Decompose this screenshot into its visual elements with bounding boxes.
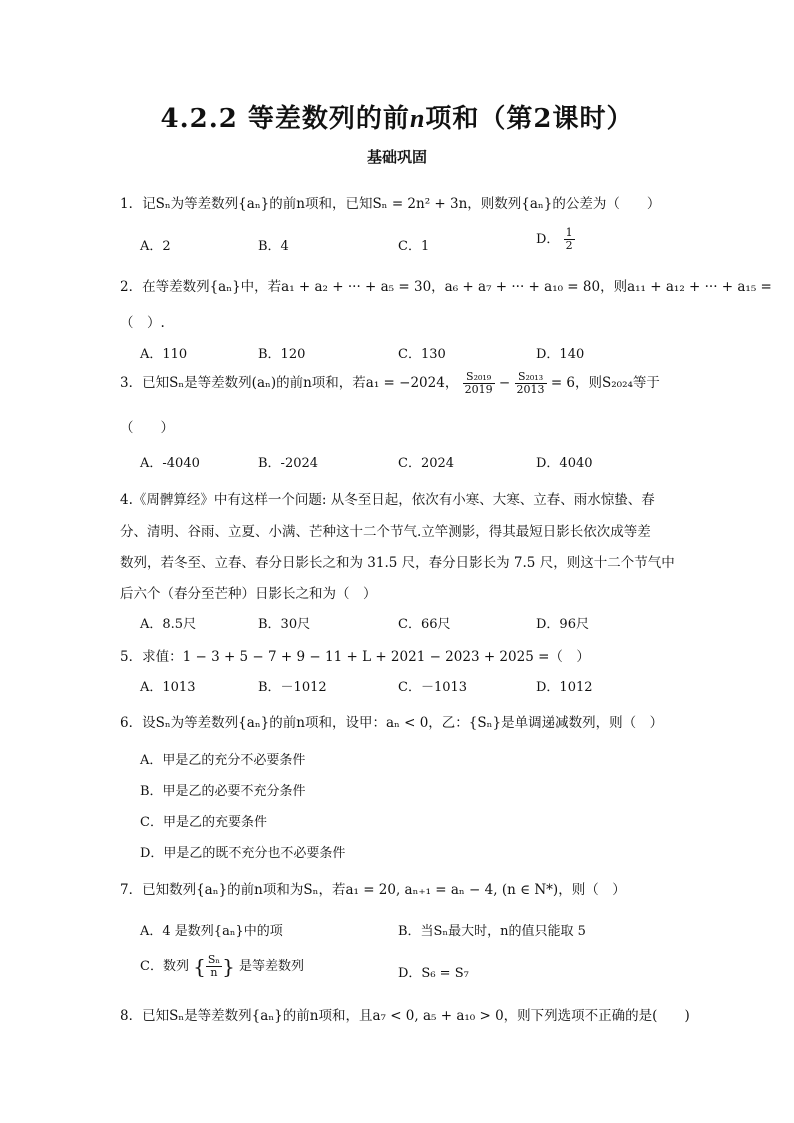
- question-4-line-3: 数列，若冬至、立春、春分日影长之和为 31.5 尺，春分日影长为 7.5 尺，则这十二个节气中: [120, 555, 675, 571]
- page-title: 4.2.2 等差数列的前n项和（第2课时）: [160, 104, 634, 134]
- question-1-option-d: D． $\frac{1}{2}$: [536, 226, 573, 253]
- question-4-line-1: 4.《周髀算经》中有这样一个问题: 从冬至日起，依次有小寒、大寒、立春、雨水惊蛰、春: [120, 492, 655, 508]
- question-7-option-a: A．4 是数列{aₙ}中的项: [140, 924, 283, 939]
- question-6-stem: 6．设Sₙ为等差数列{aₙ}的前n项和，设甲：aₙ < 0，乙：{Sₙ}是单调递减数列，则（ ）: [120, 715, 664, 731]
- question-1-option-b: B．4: [258, 239, 289, 254]
- question-5-option-c: C．－1013: [398, 680, 468, 695]
- question-2-option-c: C．130: [398, 347, 446, 362]
- question-2-option-d: D．140: [536, 347, 585, 362]
- question-4-line-4: 后六个（春分至芒种）日影长之和为（ ）: [120, 586, 377, 602]
- question-7-option-c-fraction: $\frac{\text{Sₙ}}{n}$: [207, 953, 221, 980]
- question-2-stem-continued: （ ）.: [120, 315, 165, 331]
- question-1-option-c: C．1: [398, 239, 430, 254]
- question-1-option-d-fraction: $\frac{1}{2}$: [565, 226, 573, 253]
- question-3-option-b: B．-2024: [258, 456, 319, 471]
- question-7-option-b: B．当Sₙ最大时，n的值只能取 5: [398, 924, 586, 939]
- question-2-stem: 2．在等差数列{aₙ}中，若a₁ + a₂ + ··· + a₅ = 30，a₆ + a₇ + ··· + a₁₀ = 80，则a₁₁ + a₁₂ + ··· + a₁₅ =: [120, 279, 772, 295]
- question-3-option-a: A．-4040: [140, 456, 200, 471]
- question-4-option-b: B．30尺: [258, 617, 311, 632]
- question-4-line-2: 分、清明、谷雨、立夏、小满、芒种这十二个节气.立竿测影，得其最短日影长依次成等差: [120, 524, 651, 540]
- question-5-option-b: B．－1012: [258, 680, 327, 695]
- question-2-option-b: B．120: [258, 347, 306, 362]
- question-1-stem: 1．记Sₙ为等差数列{aₙ}的前n项和，已知Sₙ = 2n² + 3n，则数列{aₙ}的公差为（ ）: [120, 196, 661, 212]
- question-5-stem: 5．求值：1 − 3 + 5 − 7 + 9 − 11 + L + 2021 − 2023 + 2025 =（ ）: [120, 649, 590, 665]
- question-7-stem: 7．已知数列{aₙ}的前n项和为Sₙ，若a₁ = 20, aₙ₊₁ = aₙ − 4, (n ∈ N*)，则（ ）: [120, 882, 626, 898]
- question-6-option-b: B．甲是乙的必要不充分条件: [140, 784, 306, 799]
- question-3-option-d: D．4040: [536, 456, 593, 471]
- question-4-option-c: C．66尺: [398, 617, 451, 632]
- question-1-option-a: A．2: [140, 239, 171, 254]
- question-7-option-c: C．数列 { $\frac{\text{Sₙ}}{n}$ } 是等差数列: [140, 953, 305, 980]
- question-8-stem: 8．已知Sₙ是等差数列{aₙ}的前n项和，且a₇ < 0, a₅ + a₁₀ > 0，则下列选项不正确的是( ): [120, 1008, 690, 1024]
- question-3-fraction-2019: $\frac{\text{S₂₀₁₉}}{2019}$: [464, 370, 493, 397]
- question-7-option-d: D．S₆ = S₇: [398, 966, 469, 981]
- question-4-option-d: D．96尺: [536, 617, 589, 632]
- question-3-option-c: C．2024: [398, 456, 455, 471]
- question-3-fraction-2013: $\frac{\text{S₂₀₁₃}}{2013}$: [516, 370, 545, 397]
- question-6-option-a: A．甲是乙的充分不必要条件: [140, 753, 306, 768]
- question-4-option-a: A．8.5尺: [140, 617, 197, 632]
- question-6-option-d: D．甲是乙的既不充分也不必要条件: [140, 846, 346, 861]
- question-6-option-c: C．甲是乙的充要条件: [140, 815, 267, 830]
- question-5-option-d: D．1012: [536, 680, 593, 695]
- question-3-stem: 3．已知Sₙ是等差数列(aₙ)的前n项和，若a₁ = −2024， $\frac{\text{S₂₀₁₉}}{2019}$ − $\frac{\text{S₂₀₁₃}}{2013}$ = 6，则S₂₀₂₄等于: [120, 370, 660, 397]
- question-5-option-a: A．1013: [140, 680, 196, 695]
- question-3-stem-continued: （ ）: [120, 420, 174, 436]
- question-2-option-a: A．110: [140, 347, 188, 362]
- section-subtitle: 基础巩固: [366, 148, 427, 166]
